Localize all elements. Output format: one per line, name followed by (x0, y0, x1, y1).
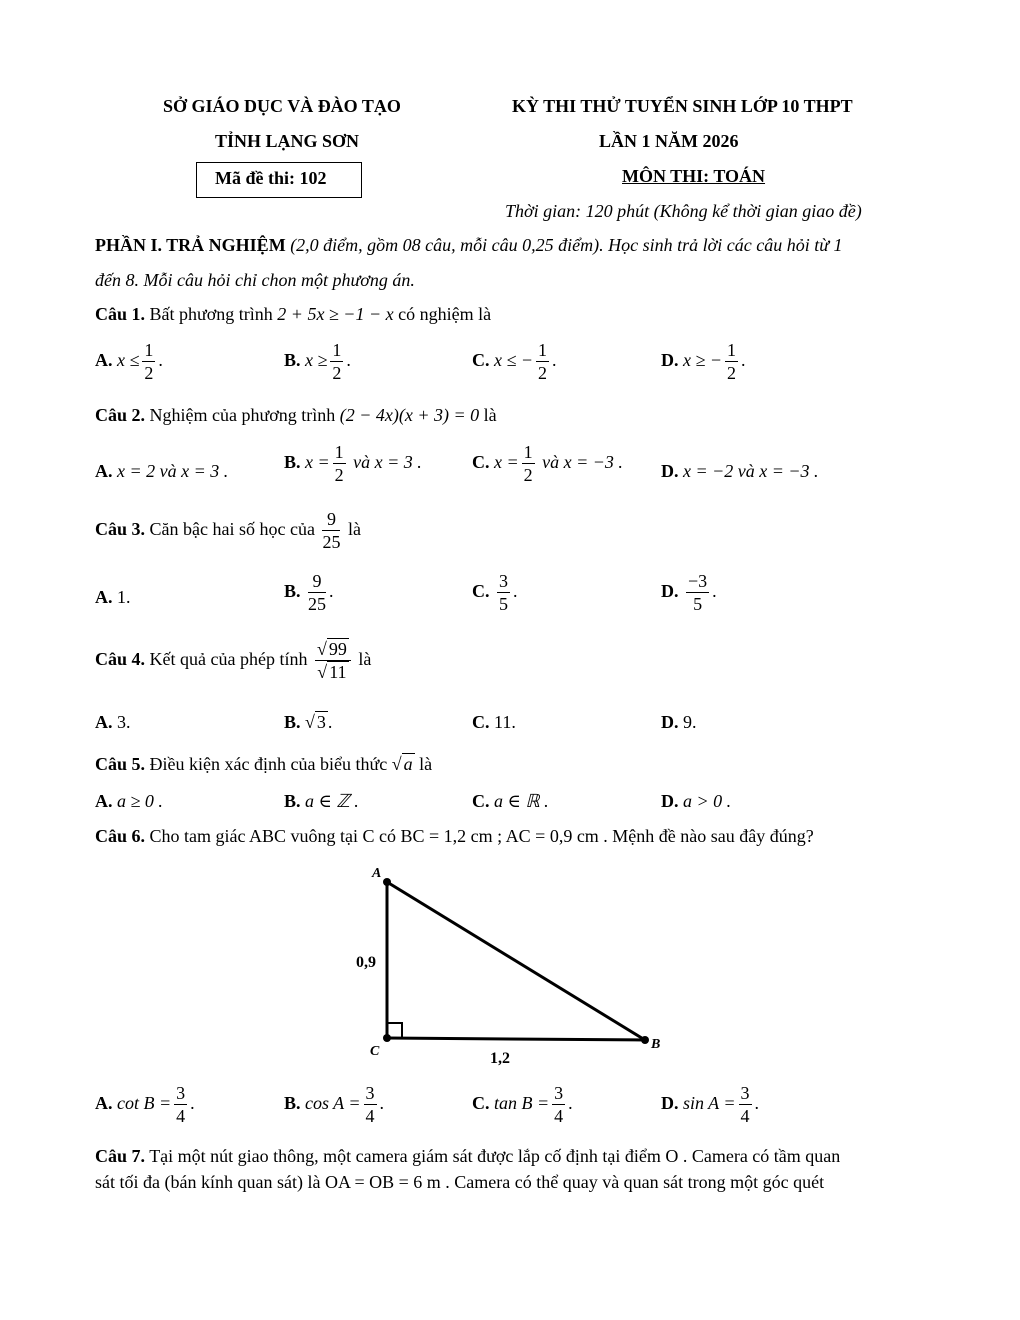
question-label: Câu 5. (95, 754, 146, 774)
question-tail: là (414, 754, 433, 774)
question-5 (95, 754, 432, 775)
fraction: $\frac{3}{4}$ (365, 1083, 375, 1126)
side-bc (387, 1038, 645, 1040)
question-label: Câu 2. (95, 405, 146, 425)
option-label: C. (472, 452, 490, 473)
fraction: $\frac{3}{4}$ (740, 1083, 750, 1126)
answer-3a[interactable]: A. 1. (95, 587, 131, 607)
part1-desc: (2,0 điểm, gồm 08 câu, mỗi câu 0,25 điểm). Học sinh trả lời các câu hỏi từ 1 (285, 235, 843, 255)
exam-title: KỲ THI THỬ TUYỂN SINH LỚP 10 THPT (512, 96, 853, 116)
answer-6a[interactable]: A. cot B = $\frac{3}{4}$ . (95, 1083, 195, 1126)
department-name: SỞ GIÁO DỤC VÀ ĐÀO TẠO (163, 96, 401, 116)
answer-5a[interactable]: A. a ≥ 0 . (95, 791, 163, 811)
question-text: Cho tam giác ABC vuông tại C có BC = 1,2 cm ; AC = 0,9 cm . Mệnh đề nào sau đây đúng? (145, 826, 814, 846)
math-expr: 2 + 5x ≥ −1 − x (277, 304, 394, 324)
option-label: B. (284, 452, 301, 473)
side-bc-length: 1,2 (490, 1050, 510, 1067)
question-tail: là (343, 519, 361, 540)
question-2 (95, 405, 497, 426)
math-expr: tan B = (494, 1093, 550, 1114)
fraction: $\frac{3}{4}$ (554, 1083, 564, 1126)
option-label: A. (95, 712, 113, 732)
question-text: Kết quả của phép tính (145, 649, 312, 670)
math-expr: x = (494, 452, 519, 473)
question-3 (95, 510, 361, 552)
fraction: $\frac{√ 99}{√ 11}$ (315, 640, 351, 682)
question-text: Nghiệm của phương trình (145, 405, 340, 425)
answer-4c[interactable]: C. 11. (472, 712, 516, 732)
option-label: B. (284, 1093, 301, 1114)
answer-1d[interactable]: D. x ≥ − $\frac{1}{2}$ . (661, 340, 746, 383)
option-label: C. (472, 1093, 490, 1114)
fraction: $\frac{1}{2}$ (332, 340, 342, 383)
time-note: Thời gian: 120 phút (Không kể thời gian giao đề) (505, 201, 862, 221)
answer-5c[interactable]: C. a ∈ ℝ . (472, 791, 549, 811)
fraction: $\frac{1}{2}$ (523, 442, 533, 485)
fraction: $\frac{1}{2}$ (727, 340, 737, 383)
exam-code: Mã đề thi: 102 (215, 168, 327, 188)
fraction: $\frac{1}{2}$ (538, 340, 548, 383)
question-text: Căn bậc hai số học của (145, 519, 320, 540)
answer-3b[interactable]: B. $\frac{9}{25}$ . (284, 571, 334, 614)
option-label: A. (95, 587, 113, 607)
square-root: √ 3 (305, 712, 326, 732)
answer-5d[interactable]: D. a > 0 . (661, 791, 732, 811)
answer-2b[interactable]: B. x = $\frac{1}{2}$ và x = 3 . (284, 442, 422, 485)
question-4 (95, 640, 371, 682)
question-text: Bất phương trình (145, 304, 278, 324)
fraction: $\frac{1}{2}$ (144, 340, 154, 383)
option-label: D. (661, 1093, 679, 1114)
fraction: $\frac{3}{4}$ (176, 1083, 186, 1126)
vertex-c (383, 1034, 391, 1042)
math-expr: x ≤ − (494, 350, 534, 371)
fraction: $\frac{9}{25}$ (322, 509, 341, 552)
side-ac-length: 0,9 (356, 954, 376, 971)
exam-round: LẦN 1 NĂM 2026 (599, 131, 739, 151)
answer-4a[interactable]: A. 3. (95, 712, 131, 732)
answer-6d[interactable]: D. sin A = $\frac{3}{4}$ . (661, 1083, 759, 1126)
question-tail: có nghiệm là (393, 304, 492, 324)
answer-1c[interactable]: C. x ≤ − $\frac{1}{2}$ . (472, 340, 557, 383)
option-label: C. (472, 581, 490, 602)
fraction: $\frac{1}{2}$ (334, 442, 344, 485)
vertex-a (383, 878, 391, 886)
province-name: TỈNH LẠNG SƠN (215, 131, 360, 151)
option-label: C. (472, 350, 490, 371)
answer-1b[interactable]: B. x ≥ $\frac{1}{2}$ . (284, 340, 351, 383)
question-7 (95, 1146, 840, 1167)
option-label: C. (472, 712, 490, 732)
question-label: Câu 1. (95, 304, 146, 324)
part1-heading (95, 235, 843, 256)
math-expr: x ≥ − (683, 350, 723, 371)
question-label: Câu 4. (95, 649, 146, 670)
answer-6c[interactable]: C. tan B = $\frac{3}{4}$ . (472, 1083, 573, 1126)
question-6 (95, 826, 814, 847)
answer-2c[interactable]: C. x = $\frac{1}{2}$ và x = −3 . (472, 442, 623, 485)
label-a: A (372, 866, 382, 881)
option-label: A. (95, 350, 113, 371)
question-label: Câu 3. (95, 519, 146, 540)
part1-title: PHẦN I. TRẢ NGHIỆM (95, 235, 286, 255)
math-expr: (2 − 4x)(x + 3) = 0 (339, 405, 480, 425)
answer-5b[interactable]: B. a ∈ ℤ . (284, 791, 359, 811)
side-ab (387, 882, 645, 1040)
answer-4b[interactable]: B. √ 3 . (284, 712, 333, 732)
math-expr: x = −2 và x = −3 . (683, 461, 819, 481)
vertex-b (641, 1036, 649, 1044)
square-root: √ a (391, 754, 413, 774)
answer-6b[interactable]: B. cos A = $\frac{3}{4}$ . (284, 1083, 385, 1126)
part1-desc-cont: đến 8. Mỗi câu hỏi chỉ chon một phương án. (95, 270, 415, 290)
answer-2d[interactable] (661, 461, 819, 482)
option-label: D. (661, 712, 679, 732)
question-tail: là (479, 405, 497, 425)
option-label: A. (95, 1093, 113, 1114)
option-label: B. (284, 581, 301, 602)
question-text: Điều kiện xác định của biểu thức (145, 754, 392, 774)
option-label: D. (661, 350, 679, 371)
option-label: A. (95, 461, 113, 481)
math-expr: x = 2 và x = 3 . (117, 461, 229, 481)
answer-3d[interactable]: D. $\frac{-3}{5}$ . (661, 571, 717, 614)
answer-4d[interactable]: D. 9. (661, 712, 697, 732)
option-label: B. (284, 791, 301, 811)
fraction: $\frac{-3}{5}$ (688, 571, 708, 614)
fraction: $\frac{3}{5}$ (499, 571, 508, 614)
option-label: A. (95, 791, 113, 811)
option-label: B. (284, 712, 301, 732)
math-expr: x ≤ (117, 350, 140, 371)
question-1 (95, 304, 491, 325)
question-tail: là (353, 649, 372, 670)
option-label: D. (661, 581, 679, 602)
answer-1a[interactable]: A. x ≤ $\frac{1}{2}$ . (95, 340, 163, 383)
math-expr: cot B = (117, 1093, 172, 1114)
triangle-figure (340, 860, 680, 1070)
label-b: B (651, 1037, 661, 1052)
exam-subject: MÔN THI: TOÁN (622, 166, 766, 186)
option-label: D. (661, 461, 679, 481)
math-expr: x ≥ (305, 350, 328, 371)
answer-3c[interactable]: C. $\frac{3}{5}$ . (472, 571, 518, 614)
question-7-cont: sát tối đa (bán kính quan sát) là OA = OB = 6 m . Camera có thể quay và quan sát trong một góc quét (95, 1172, 825, 1192)
math-expr: cos A = (305, 1093, 361, 1114)
option-label: D. (661, 791, 679, 811)
math-expr: sin A = (683, 1093, 736, 1114)
question-label: Câu 7. (95, 1146, 146, 1166)
answer-2a[interactable] (95, 461, 228, 482)
question-text: Tại một nút giao thông, một camera giám sát được lắp cố định tại điểm O . Camera có tầm quan (145, 1146, 841, 1166)
option-label: B. (284, 350, 301, 371)
math-expr: x = (305, 452, 330, 473)
label-c: C (370, 1044, 380, 1059)
option-label: C. (472, 791, 490, 811)
fraction: $\frac{9}{25}$ (308, 571, 327, 614)
question-label: Câu 6. (95, 826, 146, 846)
